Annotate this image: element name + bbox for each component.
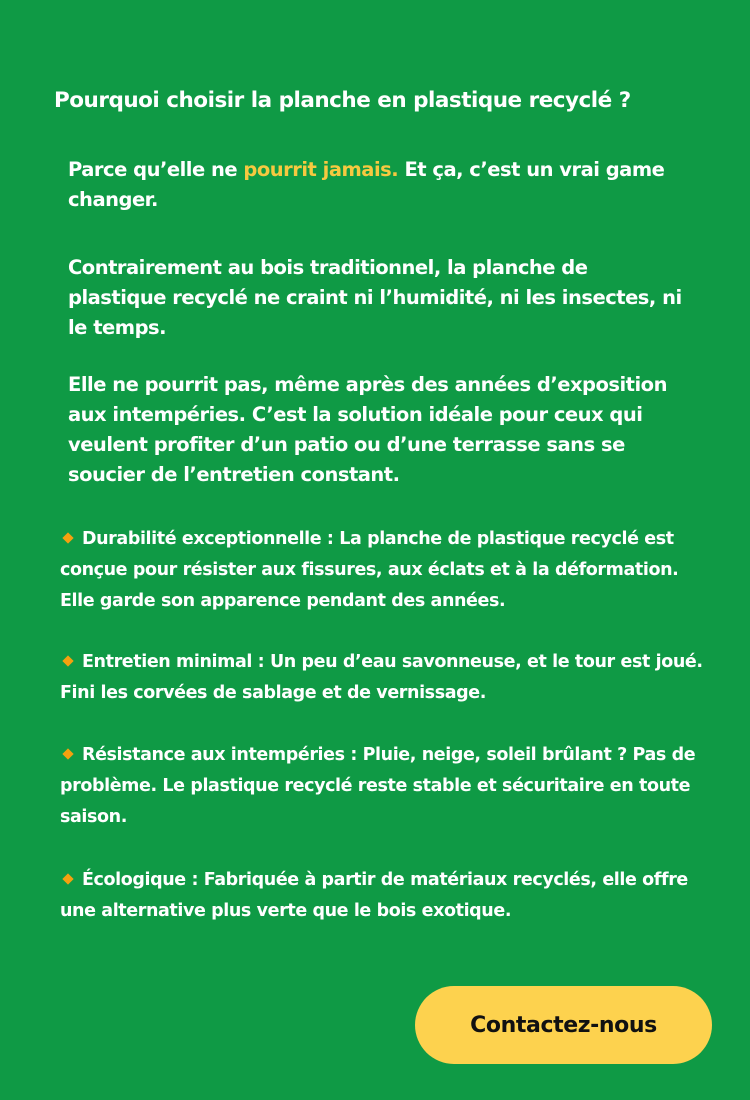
highlight-text: pourrit jamais. <box>243 158 399 181</box>
page-title: Pourquoi choisir la planche en plastique recyclé ? <box>54 88 631 113</box>
intro-text: Parce qu’elle ne <box>68 158 244 181</box>
contact-button[interactable]: Contactez-nous <box>415 986 712 1064</box>
bullet-ecological <box>60 865 710 927</box>
bullet-text: Durabilité exceptionnelle : La planche de plastique recyclé est conçue pour résister aux fissures, aux éclats et à la déformation. Elle garde son apparence pendant des années. <box>60 529 679 611</box>
intro-paragraph-2 <box>68 253 688 343</box>
intro-text: Contrairement au bois traditionnel, la planche de plastique recyclé ne craint ni l’humidité, ni les insectes, ni le temps. <box>68 256 682 339</box>
bullet-text: Écologique : Fabriquée à partir de matériaux recyclés, elle offre une alternative plus verte que le bois exotique. <box>60 870 688 921</box>
bullet-maintenance <box>60 647 710 709</box>
intro-paragraph-3 <box>68 370 688 490</box>
bullet-weather-resistance <box>60 740 710 833</box>
orange-diamond-icon <box>62 532 73 543</box>
orange-diamond-icon <box>62 748 73 759</box>
orange-diamond-icon <box>62 873 73 884</box>
bullet-text: Résistance aux intempéries : Pluie, neige, soleil brûlant ? Pas de problème. Le plastique recyclé reste stable et sécuritaire en toute saison. <box>60 745 696 827</box>
intro-paragraph-1 <box>68 155 688 215</box>
bullet-durability <box>60 524 710 617</box>
bullet-text: Entretien minimal : Un peu d’eau savonneuse, et le tour est joué. Fini les corvées de sablage et de vernissage. <box>60 652 703 703</box>
orange-diamond-icon <box>62 655 73 666</box>
intro-text: Elle ne pourrit pas, même après des années d’exposition aux intempéries. C’est la solution idéale pour ceux qui veulent profiter d’un patio ou d’une terrasse sans se soucier de l’entretien constant. <box>68 373 667 486</box>
intro-text: Et ça, c’est un vrai game changer. <box>68 158 665 211</box>
